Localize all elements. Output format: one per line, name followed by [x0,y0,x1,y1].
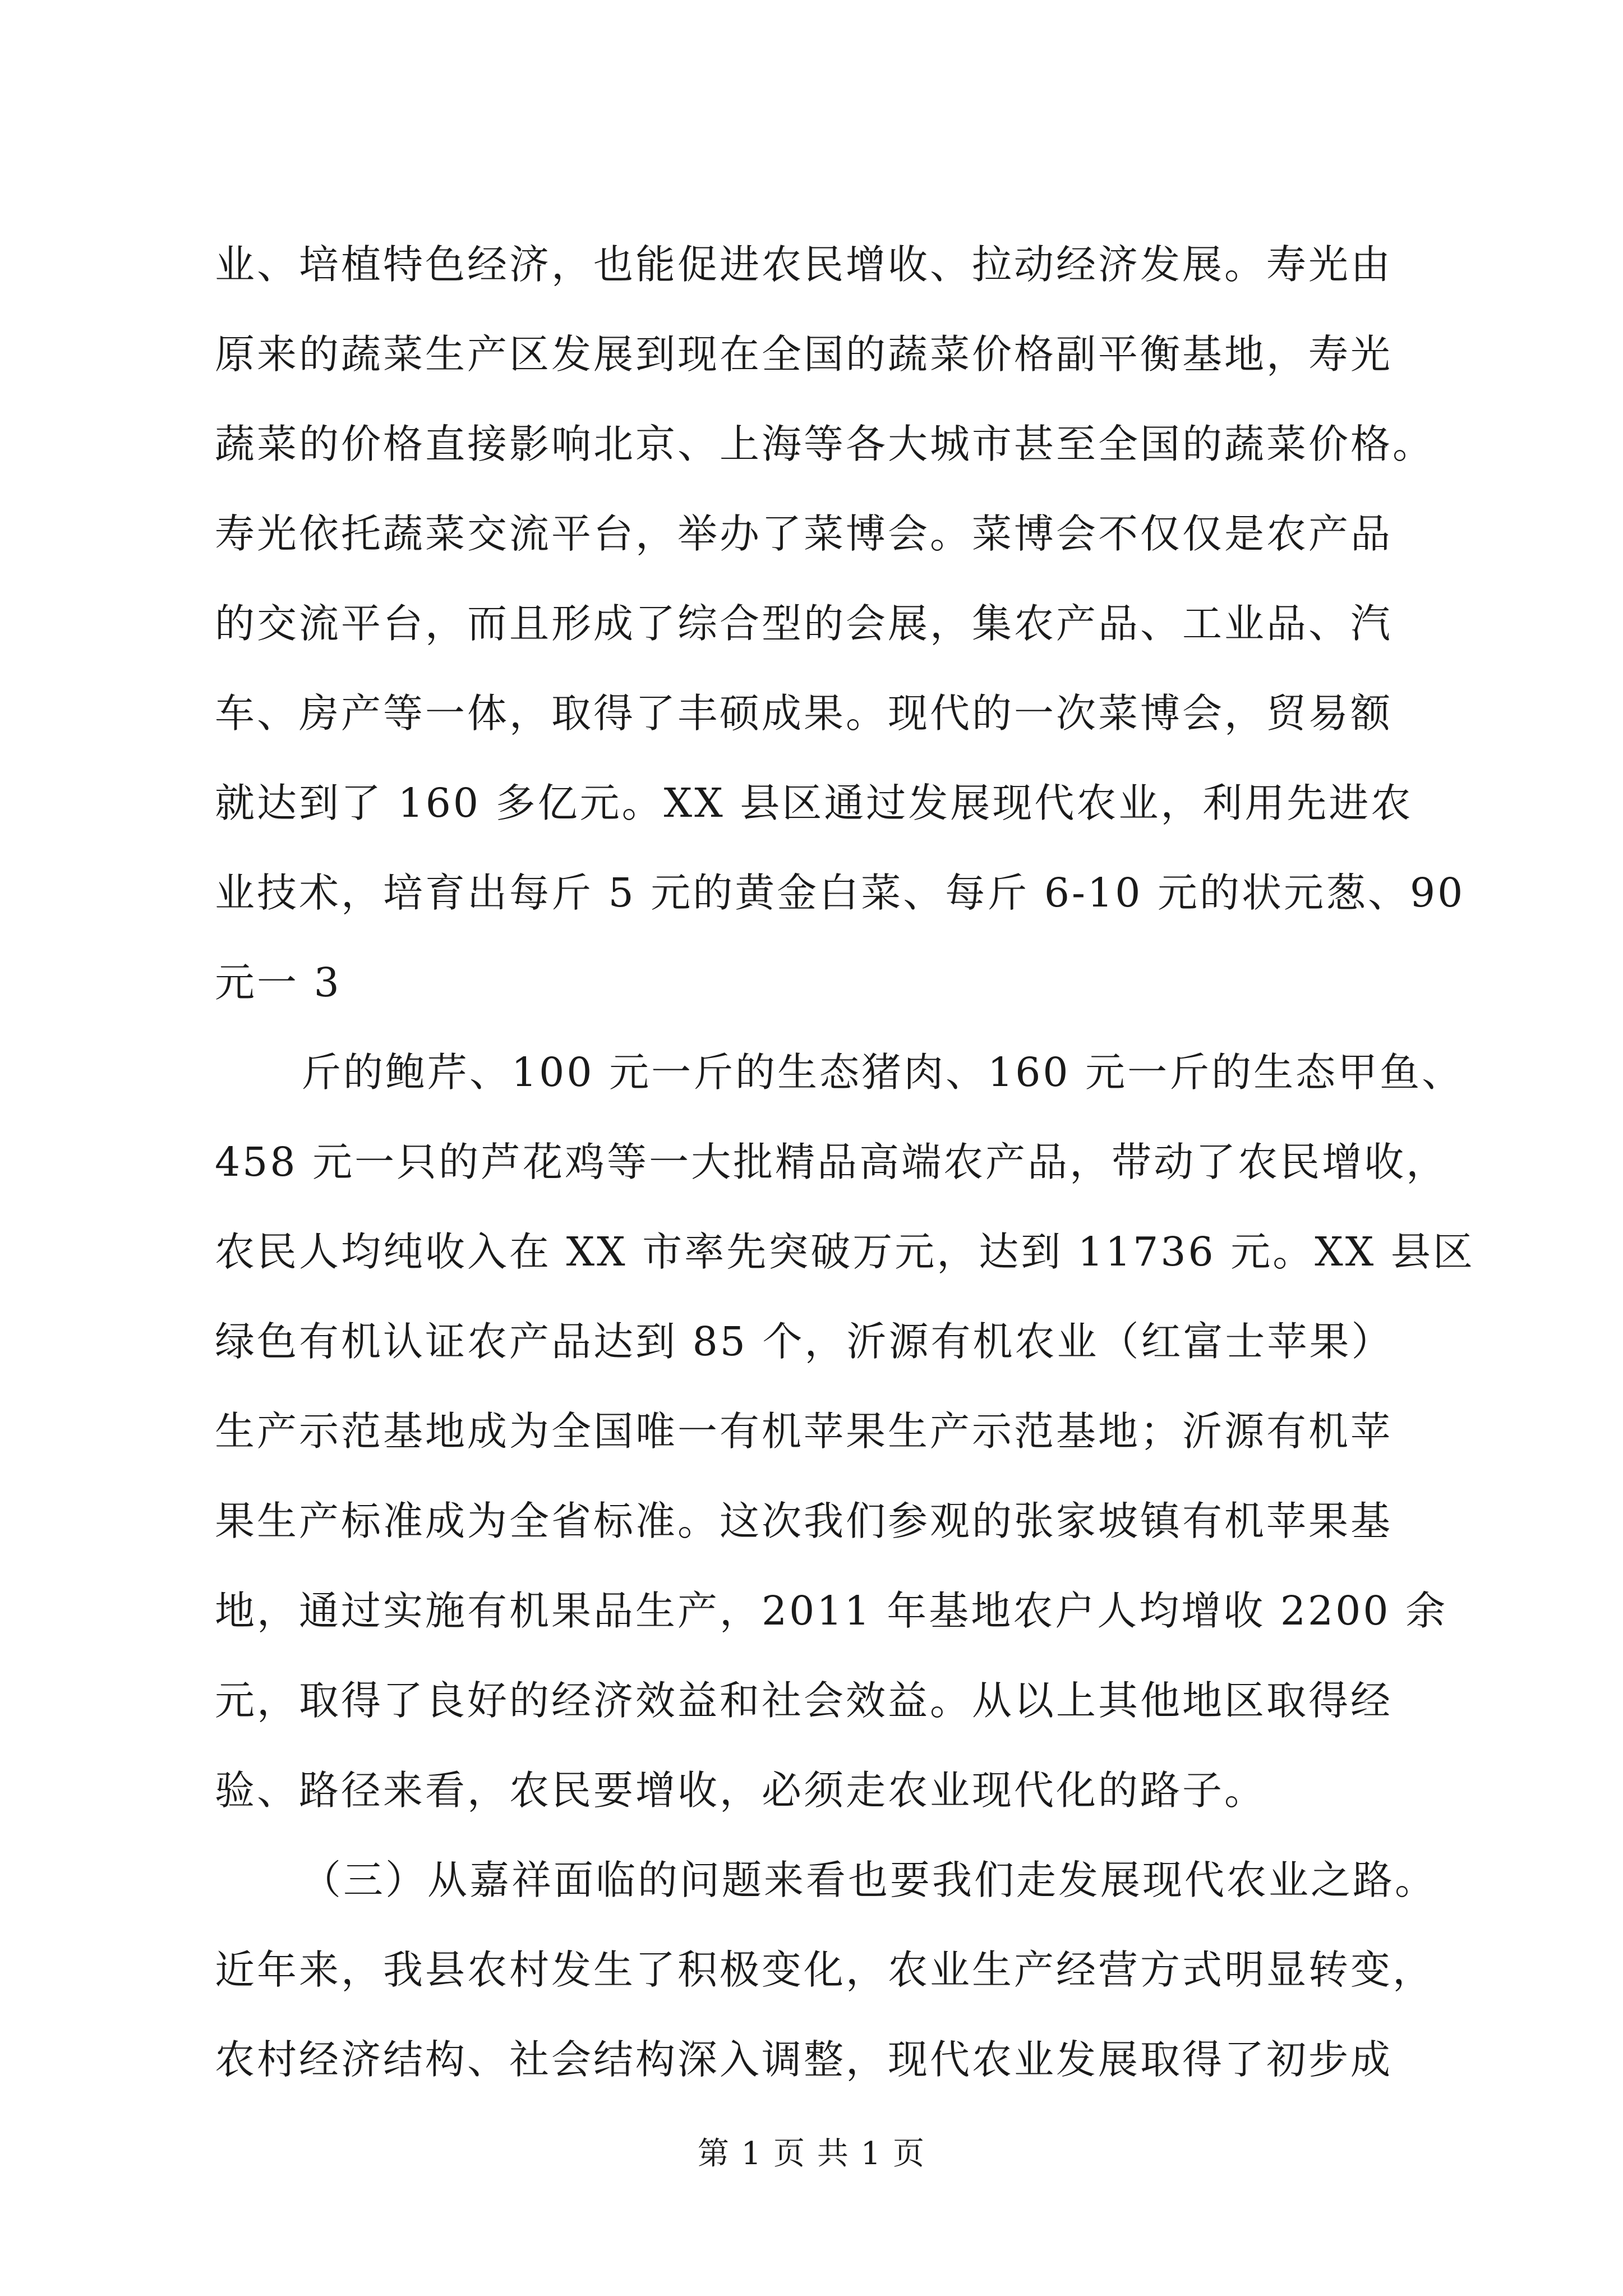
page-footer: 第 1 页 共 1 页 [697,2136,926,2172]
paragraph-line: 458 元一只的芦花鸡等一大批精品高端农产品，带动了农民增收， [215,1139,1449,1185]
paragraph-line: 寿光依托蔬菜交流平台，举办了菜博会。菜博会不仅仅是农产品 [215,510,1393,557]
paragraph-line: 蔬菜的价格直接影响北京、上海等各大城市甚至全国的蔬菜价格。 [215,421,1435,467]
paragraph-line: 农民人均纯收入在 XX 市率先突破万元，达到 11736 元。XX 县区 [215,1228,1475,1275]
paragraph-line: 地，通过实施有机果品生产，2011 年基地农户人均增收 2200 余 [215,1588,1448,1634]
paragraph-line: 业、培植特色经济，也能促进农民增收、拉动经济发展。寿光由 [215,241,1393,288]
paragraph-line: 近年来，我县农村发生了积极变化，农业生产经营方式明显转变， [215,1947,1435,1993]
paragraph-line: 元，取得了良好的经济效益和社会效益。从以上其他地区取得经 [215,1677,1393,1724]
paragraph-line: 元一 3 [215,959,342,1006]
section-heading-line: （三）从嘉祥面临的问题来看也要我们走发展现代农业之路。 [301,1857,1437,1903]
paragraph-line: 斤的鲍芹、100 元一斤的生态猪肉、160 元一斤的生态甲鱼、 [301,1049,1464,1096]
paragraph-line: 的交流平台，而且形成了综合型的会展，集农产品、工业品、汽 [215,600,1393,647]
paragraph-line: 生产示范基地成为全国唯一有机苹果生产示范基地；沂源有机苹 [215,1408,1393,1455]
paragraph-line: 原来的蔬菜生产区发展到现在全国的蔬菜价格副平衡基地，寿光 [215,331,1393,378]
paragraph-line: 农村经济结构、社会结构深入调整，现代农业发展取得了初步成 [215,2036,1393,2083]
paragraph-line: 车、房产等一体，取得了丰硕成果。现代的一次菜博会，贸易额 [215,690,1393,737]
paragraph-line: 绿色有机认证农产品达到 85 个，沂源有机农业（红富士苹果） [215,1318,1394,1365]
paragraph-line: 验、路径来看，农民要增收，必须走农业现代化的路子。 [215,1767,1267,1814]
paragraph-line: 就达到了 160 多亿元。XX 县区通过发展现代农业，利用先进农 [215,780,1413,826]
paragraph-line: 果生产标准成为全省标准。这次我们参观的张家坡镇有机苹果基 [215,1498,1393,1544]
paragraph-line: 业技术，培育出每斤 5 元的黄金白菜、每斤 6-10 元的状元葱、90 [215,869,1465,916]
